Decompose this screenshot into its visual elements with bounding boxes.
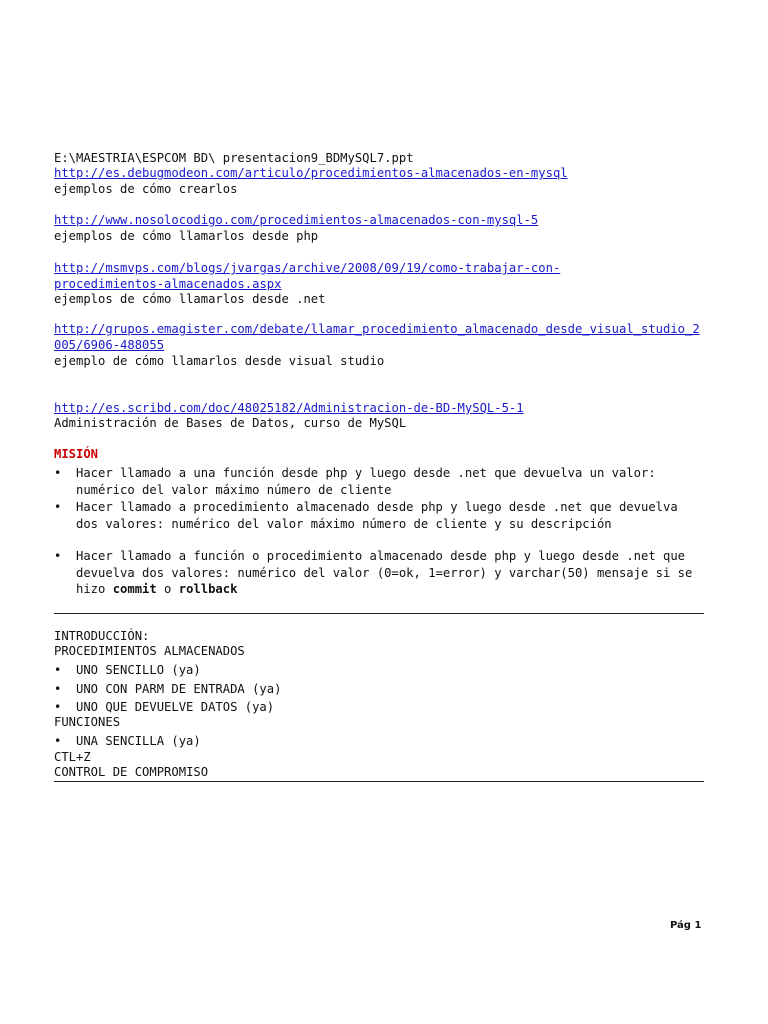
bullet-icon: • (54, 682, 62, 696)
list-item: • UNO SENCILLO (ya) (54, 663, 201, 677)
link-debugmodeon[interactable]: http://es.debugmodeon.com/articulo/procedimientos-almacenados-en-mysql (54, 166, 568, 180)
intro-procedimientos: PROCEDIMIENTOS ALMACENADOS (54, 644, 245, 658)
mision-item-text: Hacer llamado a procedimiento almacenado desde php y luego desde .net que devuelva dos valores: numérico del valor máximo número de cliente y su descripción (76, 500, 678, 531)
bullet-icon: • (54, 734, 62, 748)
bullet-icon: • (54, 466, 62, 480)
list-item: • UNO QUE DEVUELVE DATOS (ya) (54, 700, 275, 714)
bullet-icon: • (54, 663, 62, 677)
rollback-keyword: rollback (178, 582, 238, 596)
mision-item-text: Hacer llamado a una función desde php y luego desde .net que devuelva un valor: numérico del valor máximo número de cliente (76, 466, 656, 497)
bullet-icon: • (54, 549, 62, 563)
list-item: • UNA SENCILLA (ya) (54, 734, 201, 748)
list-item: • UNO CON PARM DE ENTRADA (ya) (54, 682, 282, 696)
link-emagister[interactable]: http://grupos.emagister.com/debate/llamar_procedimiento_almacenado_desde_visual_studio_2005/6906-488055 (54, 322, 700, 352)
file-path: E:\MAESTRIA\ESPCOM BD\ presentacion9_BDMySQL7.ppt (54, 151, 414, 165)
divider (54, 613, 704, 614)
link-scribd[interactable]: http://es.scribd.com/doc/48025182/Administracion-de-BD-MySQL-5-1 (54, 401, 524, 415)
commit-keyword: commit (112, 582, 157, 596)
page-number: Pág 1 (670, 920, 702, 931)
desc-php: ejemplos de cómo llamarlos desde php (54, 229, 319, 243)
bullet-icon: • (54, 500, 62, 514)
divider (54, 781, 704, 782)
desc-net: ejemplos de cómo llamarlos desde .net (54, 292, 326, 306)
intro-funciones: FUNCIONES (54, 715, 121, 729)
desc-crearlos: ejemplos de cómo crearlos (54, 182, 238, 196)
mision-item (54, 465, 704, 498)
intro-control: CONTROL DE COMPROMISO (54, 765, 209, 779)
mision-item (54, 548, 704, 598)
desc-visual-studio: ejemplo de cómo llamarlos desde visual studio (54, 354, 385, 368)
mision-item (54, 499, 704, 532)
intro-ctlz: CTL+Z (54, 750, 91, 764)
desc-admin-bd: Administración de Bases de Datos, curso de MySQL (54, 416, 407, 430)
link-msmvps[interactable]: http://msmvps.com/blogs/jvargas/archive/2008/09/19/como-trabajar-con-procedimientos-almacenados.aspx (54, 261, 561, 291)
intro-heading: INTRODUCCIÓN: (54, 629, 150, 643)
mision-item-text: Hacer llamado a función o procedimiento almacenado desde php y luego desde .net que devuelva dos valores: numérico del valor (0=ok, 1=error) y varchar(50) mensaje si se hizo commit o rollback (76, 549, 693, 596)
link-nosolocodigo[interactable]: http://www.nosolocodigo.com/procedimientos-almacenados-con-mysql-5 (54, 213, 539, 227)
bullet-icon: • (54, 700, 62, 714)
mision-heading: MISIÓN (54, 447, 99, 461)
